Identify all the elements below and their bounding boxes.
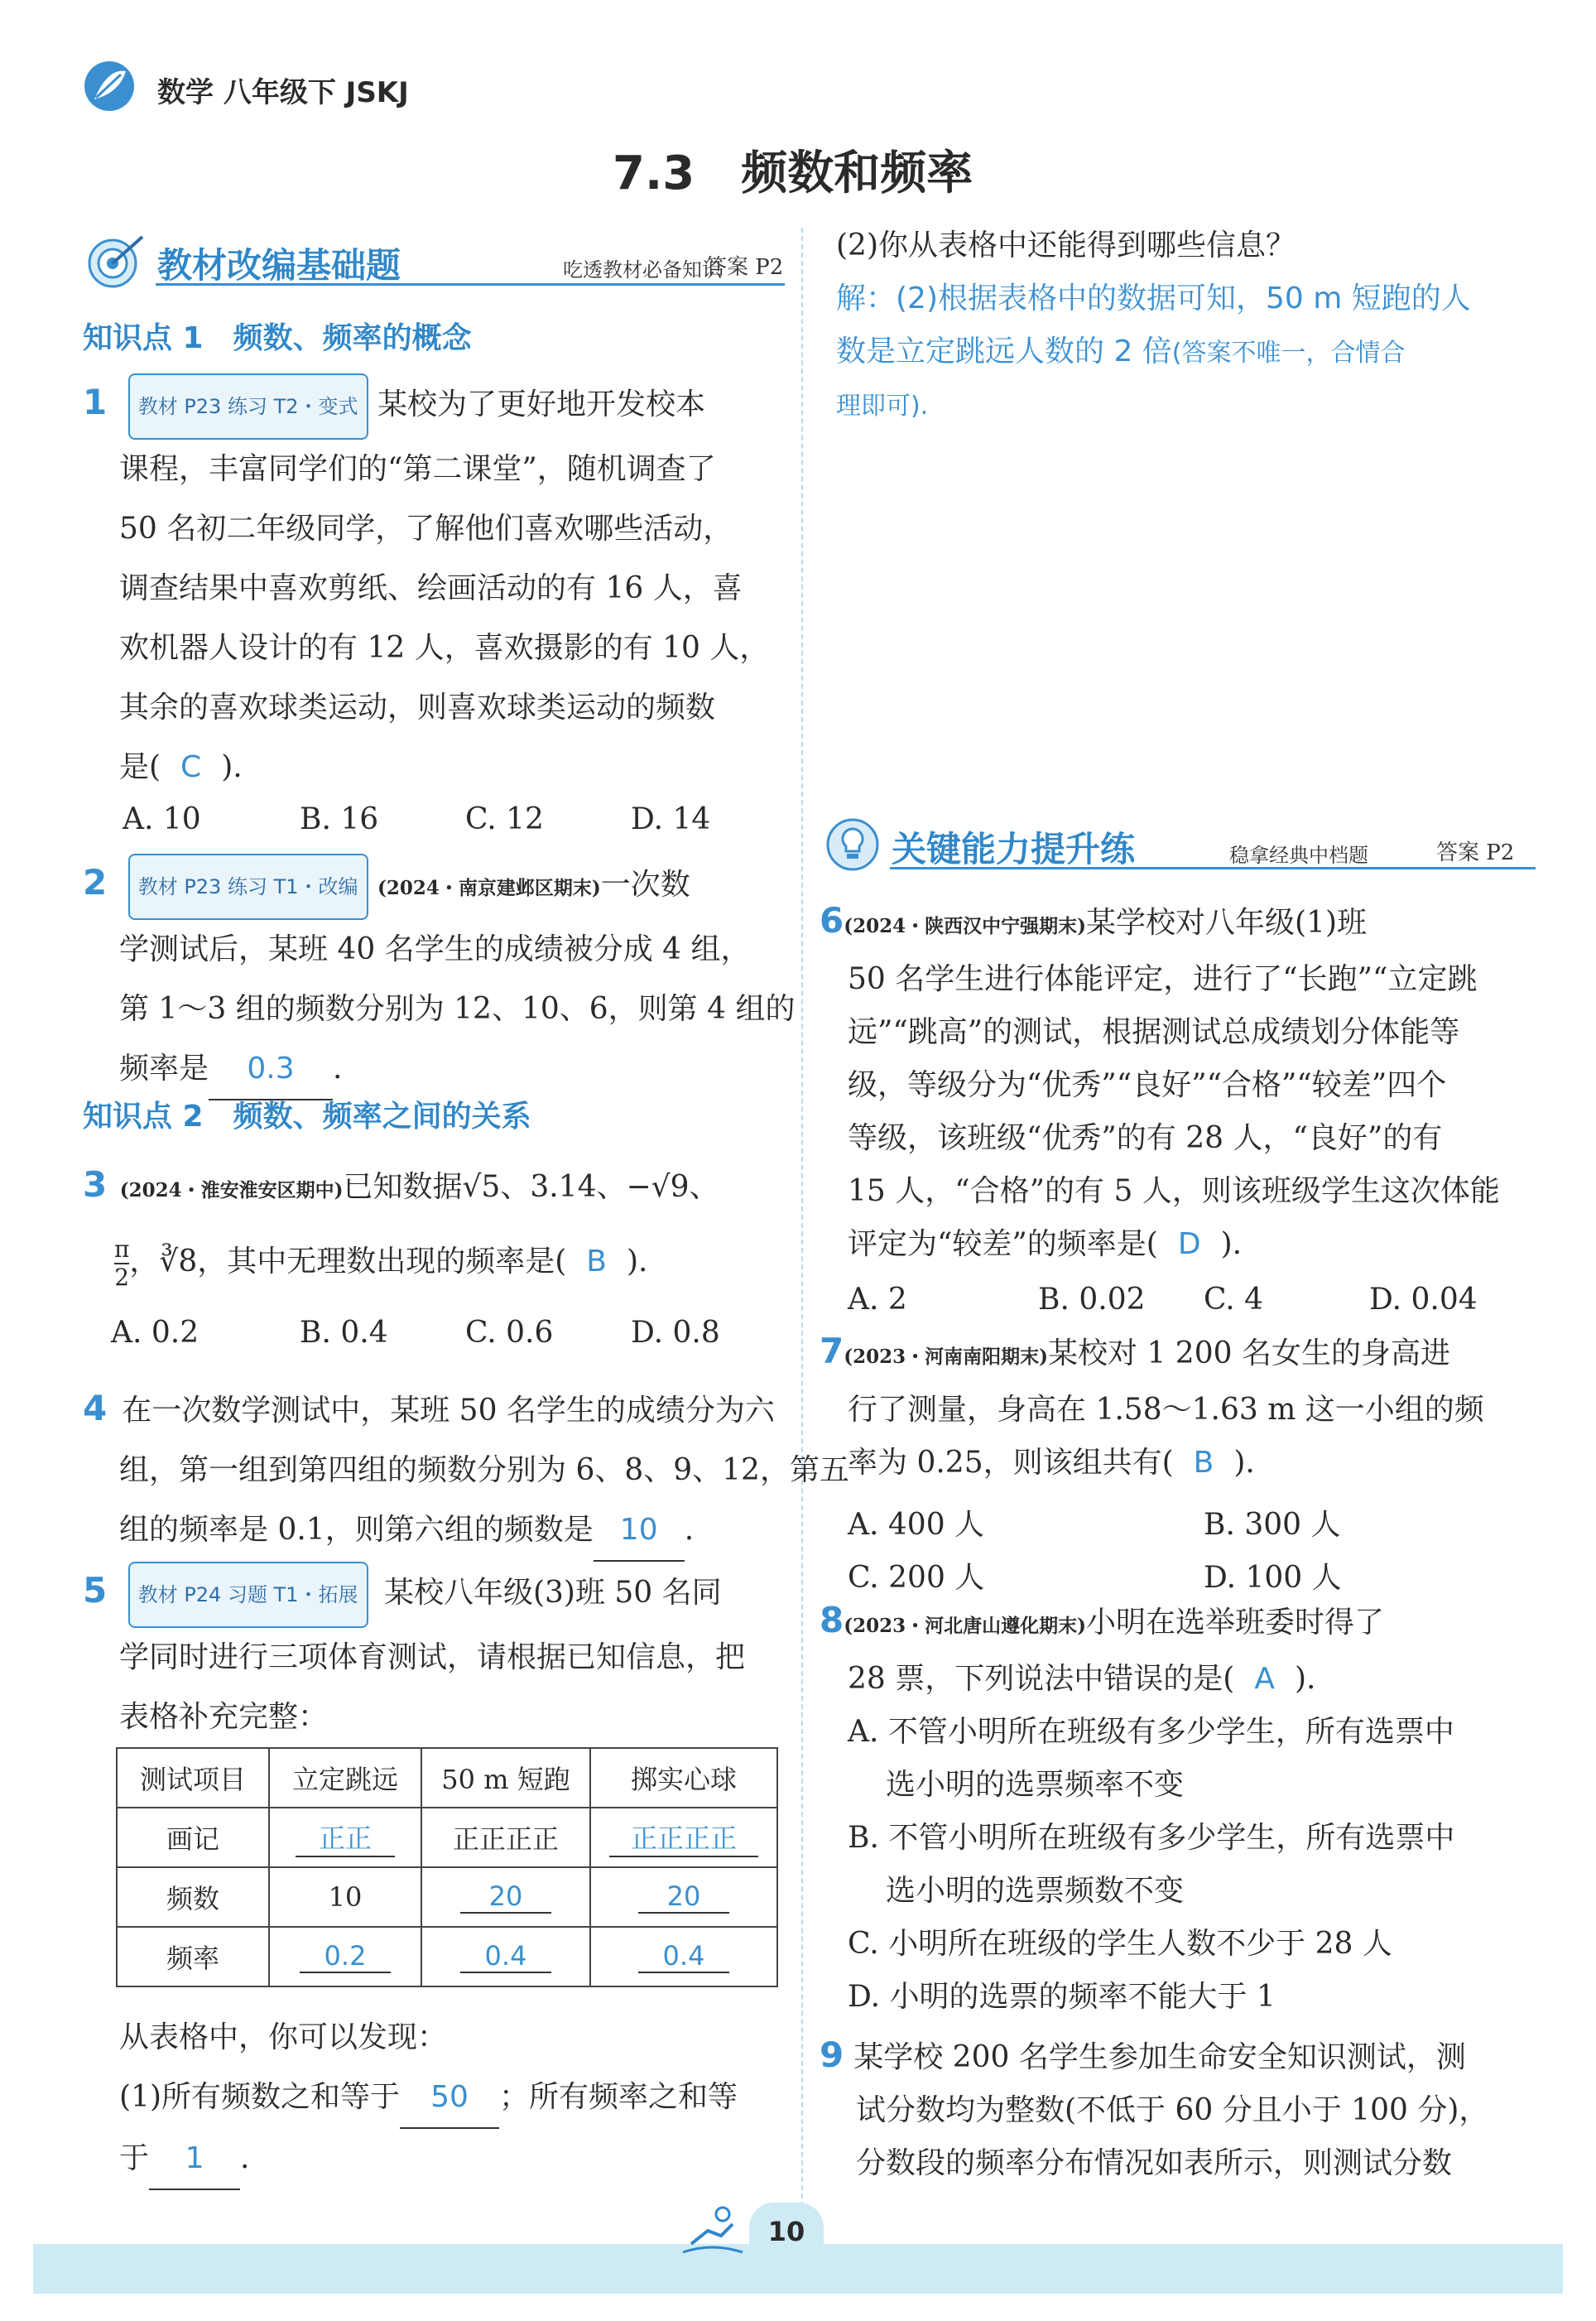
q6-option-c: C. 4 — [1204, 1283, 1264, 1317]
q9-line-2: 试分数均为整数(不低于 60 分且小于 100 分)， — [856, 2093, 1489, 2127]
question-5 — [83, 1561, 795, 1747]
q7-line-3: 率为 0.25，则该组共有( — [848, 1446, 1174, 1480]
q2-answer: 0.3 — [209, 1039, 333, 1100]
q3-line-1: 已知数据√5、3.14、−√9、 — [343, 1170, 719, 1204]
leaf-logo-icon — [83, 60, 136, 113]
q5-part2 — [836, 219, 1565, 433]
q6-line-2: 50 名学生进行体能评定，进行了“长跑”“立定跳 — [848, 962, 1478, 996]
q8-option-d: D. 小明的选票的频率不能大于 1 — [848, 1980, 1276, 2014]
page-number-badge — [749, 2203, 824, 2252]
q6-number: 6 — [820, 900, 844, 941]
q6-line-6: 15 人，“合格”的有 5 人，则该班级学生这次体能 — [848, 1174, 1500, 1208]
question-9 — [820, 2029, 1548, 2190]
table-row — [117, 1748, 777, 1808]
q3-number: 3 — [83, 1164, 108, 1205]
q7-exam-source: (2023・河南南阳期末) — [844, 1346, 1049, 1368]
q1-option-a: A. 10 — [123, 802, 201, 836]
q7-line-1: 某校对 1 200 名女生的身高进 — [1048, 1336, 1450, 1370]
frequency-answer: 20 — [638, 1880, 729, 1914]
table-header: 掷实心球 — [590, 1748, 777, 1808]
q5-part1-cont: 于 — [119, 2141, 150, 2175]
question-3 — [83, 1155, 795, 1363]
q2-line-4: 频率是 — [119, 1052, 209, 1086]
target-icon — [83, 232, 149, 290]
q6-option-d: D. 0.04 — [1369, 1283, 1478, 1317]
q5-part1-end: . — [240, 2141, 250, 2175]
question-7 — [820, 1325, 1548, 1596]
table-header: 测试项目 — [117, 1748, 269, 1808]
section1-header — [83, 232, 786, 290]
question-6 — [820, 894, 1548, 1324]
q6-line-3: 远”“跳高”的测试，根据测试总成绩划分体能等 — [848, 1015, 1460, 1049]
page-title: 7.3 频数和频率 — [613, 147, 973, 200]
q4-answer: 10 — [594, 1500, 685, 1562]
section1-title: 教材改编基础题 — [157, 245, 401, 286]
q5-part1-mid: ；所有频率之和等 — [499, 2080, 738, 2114]
table-cell: 10 — [269, 1867, 421, 1927]
table-cell — [269, 1808, 421, 1867]
q1-number: 1 — [83, 382, 108, 422]
section2-title: 关键能力提升练 — [892, 829, 1136, 869]
table-cell: 正正正正 — [421, 1808, 590, 1867]
q6-line-4: 级，等级分为“优秀”“良好”“合格”“较差”四个 — [848, 1068, 1447, 1102]
q7-option-d: D. 100 人 — [1204, 1561, 1342, 1595]
q8-number: 8 — [820, 1600, 844, 1640]
q5-line-3: 表格补充完整： — [119, 1700, 329, 1734]
table-cell: 频数 — [117, 1867, 269, 1927]
q9-number: 9 — [820, 2034, 844, 2075]
page-number: 10 — [767, 2216, 805, 2247]
q9-line-3: 分数段的频率分布情况如表所示，则测试分数 — [856, 2146, 1453, 2180]
q7-option-b: B. 300 人 — [1204, 1508, 1341, 1542]
q2-number: 2 — [83, 862, 108, 903]
q2-line-3: 第 1～3 组的频数分别为 12、10、6，则第 4 组的 — [119, 992, 796, 1026]
q7-option-a: A. 400 人 — [848, 1508, 985, 1542]
section1-subtitle: 吃透教材必备知识 — [563, 258, 722, 282]
q5-find-text: 从表格中，你可以发现： — [119, 2020, 448, 2054]
q5-source-tag: 教材 P24 习题 T1・拓展 — [128, 1562, 368, 1628]
q3-option-b: B. 0.4 — [300, 1316, 388, 1350]
lightbulb-gear-icon — [824, 816, 882, 874]
column-divider — [801, 228, 803, 2215]
q7-answer: B — [1193, 1446, 1214, 1480]
q2-line-1: 一次数 — [600, 868, 690, 902]
table-cell — [590, 1867, 777, 1927]
q5-number: 5 — [83, 1570, 108, 1611]
section2-answer-ref: 答案 P2 — [1436, 840, 1515, 865]
table-cell — [590, 1927, 777, 1986]
header-bar — [83, 60, 1548, 126]
q5-continuation — [119, 2008, 798, 2190]
q5-part2-question: (2)你从表格中还能得到哪些信息？ — [836, 229, 1296, 262]
q6-option-b: B. 0.02 — [1038, 1283, 1146, 1317]
section1-answer-ref: 答案 P2 — [705, 255, 784, 280]
q4-number: 4 — [83, 1388, 108, 1428]
frequency-answer: 20 — [460, 1880, 551, 1914]
q1-line-7: 是( — [119, 750, 161, 784]
tally-answer: 正正 — [296, 1818, 395, 1857]
q8-answer: A — [1254, 1662, 1275, 1696]
q8-option-b: B. 不管小明所在班级有多少学生，所有选票中 — [848, 1821, 1455, 1855]
q1-line-2: 课程，丰富同学们的“第二课堂”，随机调查了 — [119, 452, 716, 486]
table-header: 50 m 短跑 — [421, 1748, 590, 1808]
q4-line-1: 在一次数学测试中，某班 50 名学生的成绩分为六 — [122, 1394, 775, 1428]
q3-line-2: ，∛8，其中无理数出现的频率是( — [129, 1245, 567, 1278]
q2-line-4-end: . — [333, 1052, 343, 1086]
q6-line-1: 某学校对八年级(1)班 — [1086, 906, 1368, 940]
q1-line-7-end: ). — [221, 750, 243, 784]
q3-fraction — [114, 1236, 129, 1291]
q9-line-1: 某学校 200 名学生参加生命安全知识测试，测 — [853, 2040, 1466, 2074]
q1-line-4: 调查结果中喜欢剪纸、绘画活动的有 16 人，喜 — [119, 571, 743, 605]
table-row — [117, 1867, 777, 1927]
table-cell: 频率 — [117, 1927, 269, 1986]
q1-line-3: 50 名初二年级同学，了解他们喜欢哪些活动， — [119, 512, 733, 546]
q4-line-3: 组的频率是 0.1，则第六组的频数是 — [119, 1513, 594, 1547]
q3-fraction-numerator: π — [114, 1235, 130, 1263]
section2-subtitle: 稳拿经典中档题 — [1229, 844, 1368, 867]
q1-line-6: 其余的喜欢球类运动，则喜欢球类运动的频数 — [119, 691, 716, 725]
q5-line-1: 某校八年级(3)班 50 名同 — [383, 1576, 722, 1610]
q2-source-tag: 教材 P23 练习 T1・改编 — [128, 854, 368, 920]
q5-line-2: 学同时进行三项体育测试，请根据已知信息，把 — [119, 1640, 746, 1674]
q5-solution-note: (答案不唯一，合情合 — [1171, 339, 1406, 368]
q5-table — [116, 1747, 778, 1987]
q3-option-d: D. 0.8 — [631, 1316, 720, 1350]
q1-line-1: 某校为了更好地开发校本 — [377, 388, 705, 421]
q4-line-2: 组，第一组到第四组的频数分别为 6、8、9、12，第五 — [119, 1453, 849, 1487]
question-1 — [83, 373, 795, 836]
q1-source-tag: 教材 P23 练习 T2・变式 — [128, 373, 368, 440]
q8-exam-source: (2023・河北唐山遵化期末) — [844, 1615, 1087, 1637]
q6-line-5: 等级，该班级“优秀”的有 28 人，“良好”的有 — [848, 1121, 1443, 1155]
q3-option-c: C. 0.6 — [465, 1316, 554, 1350]
q5-solution-line-1: 解：(2)根据表格中的数据可知，50 m 短跑的人 — [836, 282, 1471, 315]
q3-option-a: A. 0.2 — [111, 1316, 200, 1350]
table-cell — [421, 1867, 590, 1927]
athlete-icon — [675, 2203, 749, 2261]
section2-header — [824, 816, 1552, 874]
q6-line-7-end: ). — [1220, 1227, 1243, 1261]
q8-line-2: 28 票，下列说法中错误的是( — [848, 1662, 1235, 1696]
q3-line-2-end: ). — [627, 1245, 648, 1278]
q5-part1: (1)所有频数之和等于 — [119, 2080, 400, 2114]
table-cell — [590, 1808, 777, 1867]
q6-option-a: A. 2 — [848, 1283, 907, 1317]
table-cell: 画记 — [117, 1808, 269, 1867]
q3-exam-source: (2024・淮安淮安区期中) — [119, 1179, 344, 1201]
q8-option-a: A. 不管小明所在班级有多少学生，所有选票中 — [848, 1715, 1454, 1749]
table-row — [117, 1808, 777, 1867]
q3-answer: B — [586, 1245, 607, 1278]
q8-line-1: 小明在选举班委时得了 — [1086, 1606, 1385, 1640]
q3-fraction-denominator: 2 — [114, 1264, 130, 1291]
section1-underline — [156, 283, 785, 286]
q5-answer-sum-rate: 1 — [149, 2129, 240, 2190]
q1-answer: C — [180, 750, 202, 784]
q7-line-3-end: ). — [1233, 1446, 1255, 1480]
q7-number: 7 — [820, 1331, 844, 1371]
section2-underline — [890, 867, 1536, 869]
question-2 — [83, 853, 795, 1100]
q1-option-c: C. 12 — [465, 802, 544, 836]
q2-exam-source: (2024・南京建邺区期末) — [377, 877, 601, 899]
q1-option-d: D. 14 — [631, 802, 711, 836]
q5-answer-sum-frequency: 50 — [400, 2068, 499, 2129]
knowledge-point-1: 知识点 1 频数、频率的概念 — [83, 321, 472, 355]
rate-answer: 0.4 — [638, 1940, 729, 1973]
question-8 — [820, 1594, 1548, 2024]
q4-line-3-end: . — [684, 1513, 695, 1547]
table-row — [117, 1927, 777, 1986]
rate-answer: 0.4 — [460, 1940, 551, 1973]
knowledge-point-2: 知识点 2 频数、频率之间的关系 — [83, 1100, 531, 1134]
q6-exam-source: (2024・陕西汉中宁强期末) — [844, 915, 1087, 937]
q8-line-2-end: ). — [1294, 1662, 1316, 1696]
q1-option-b: B. 16 — [300, 802, 379, 836]
tally-answer: 正正正正 — [609, 1818, 758, 1857]
q8-option-c: C. 小明所在班级的学生人数不少于 28 人 — [848, 1927, 1392, 1961]
q7-option-c: C. 200 人 — [848, 1561, 985, 1595]
rate-answer: 0.2 — [300, 1940, 391, 1973]
table-header: 立定跳远 — [269, 1748, 421, 1808]
q8-option-b-cont: 选小明的选票频数不变 — [886, 1874, 1185, 1908]
q5-solution-line-2: 数是立定跳远人数的 2 倍 — [836, 335, 1172, 368]
q7-line-2: 行了测量，身高在 1.58～1.63 m 这一小组的频 — [848, 1393, 1484, 1427]
question-4 — [83, 1379, 849, 1562]
q8-option-a-cont: 选小明的选票频率不变 — [886, 1768, 1185, 1802]
table-cell — [421, 1927, 590, 1986]
q2-line-2: 学测试后，某班 40 名学生的成绩被分成 4 组， — [119, 932, 751, 966]
q5-solution-line-3: 理即可). — [836, 392, 929, 421]
q1-line-5: 欢机器人设计的有 12 人，喜欢摄影的有 10 人， — [119, 631, 770, 665]
book-label: 数学 八年级下 JSKJ — [157, 76, 409, 109]
table-cell — [269, 1927, 421, 1986]
q6-line-7: 评定为“较差”的频率是( — [848, 1227, 1158, 1261]
q6-answer: D — [1177, 1227, 1201, 1261]
